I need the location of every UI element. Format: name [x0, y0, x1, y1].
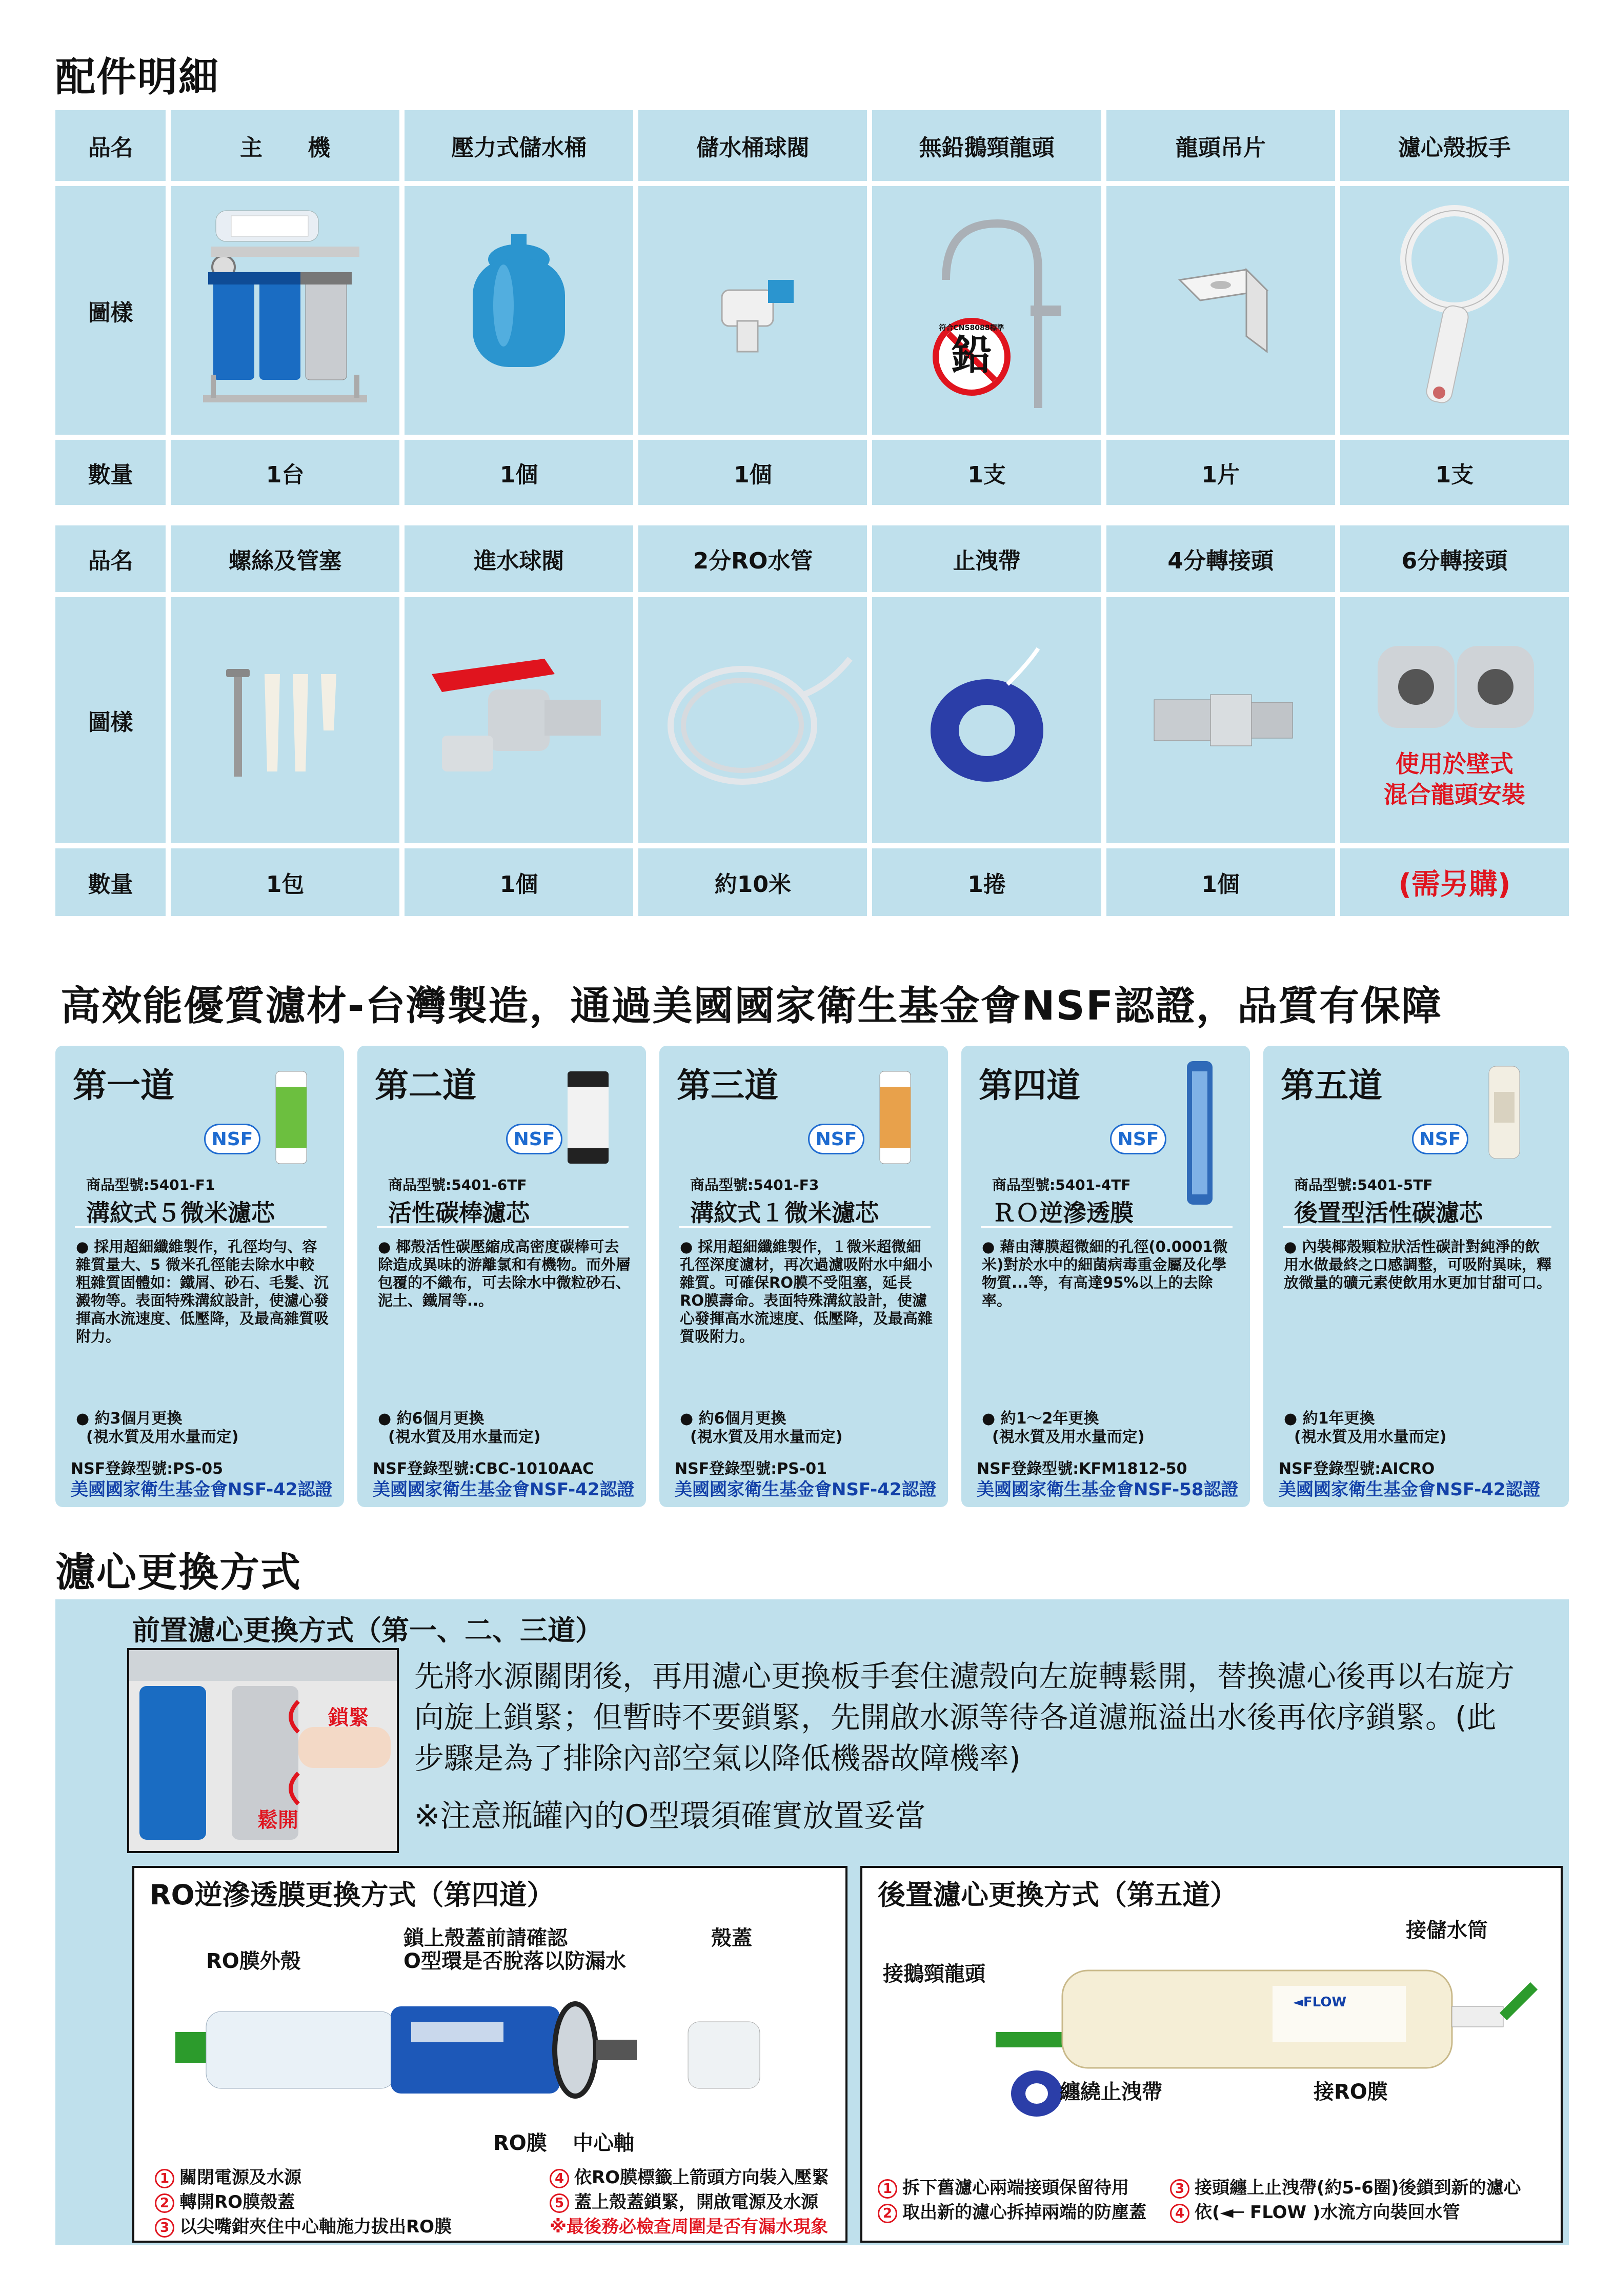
- nsf-registration: NSF登錄型號:PS-05: [71, 1460, 223, 1478]
- pre-filter-heading: 前置濾心更換方式（第一、二、三道）: [132, 1614, 603, 1647]
- filter-description: ● 內裝椰殼顆粒狀活性碳計對純淨的飲用水做最終之口感調整，可吸附異味，釋放微量的礦元素使飲用水更加甘甜可口。: [1284, 1238, 1553, 1292]
- row-label-name: 品名: [55, 110, 166, 181]
- filter-name: 活性碳棒濾芯: [388, 1199, 530, 1227]
- ro-membrane-icon: [1182, 1056, 1218, 1210]
- ro-replacement-box: [132, 1866, 847, 2243]
- ro-check-label: 鎖上殼蓋前請確認: [403, 1926, 568, 1950]
- ro-tube-icon: [638, 597, 867, 843]
- pressure-tank-icon: [405, 186, 633, 435]
- ro-steps-left: 1 關閉電源及水源 2 轉開RO膜殼蓋 3 以尖嘴鉗夾住中心軸施力拔出RO膜: [155, 2165, 452, 2239]
- o-ring-note: ※注意瓶罐內的O型環須確實放置妥當: [414, 1798, 926, 1834]
- filter-description: ● 採用超細纖維製作，１微米超微細孔徑深度濾材，再次過濾吸附水中細小雜質。可確保RO膜不受阻塞，延長RO膜壽命。表面特殊溝紋設計，使濾心發揮高水流速度、低壓降，及最高雜質吸附力。: [680, 1238, 933, 1346]
- pre-filter-photo: [127, 1648, 399, 1853]
- replace-interval: ● 約6個月更換 (視水質及用水量而定): [680, 1410, 842, 1447]
- divider: [377, 1226, 629, 1228]
- accessories-title: 配件明細: [55, 54, 220, 100]
- item-name: 6分轉接頭: [1340, 525, 1569, 592]
- nsf-registration: NSF登錄型號:CBC-1010AAC: [373, 1460, 594, 1478]
- divider: [679, 1226, 931, 1228]
- nsf-badge: NSF: [808, 1124, 864, 1154]
- post-filter-box: [860, 1866, 1563, 2243]
- model-number: 商品型號:5401-6TF: [388, 1176, 527, 1193]
- faucet-label: 接鵝頸龍頭: [883, 1962, 985, 1986]
- post-steps-right: 3 接頭纏上止洩帶(約5-6圈)後鎖到新的濾心 4 依(◄─ FLOW )水流方向裝回水管: [1170, 2176, 1521, 2225]
- gooseneck-faucet-icon: [872, 186, 1101, 435]
- filter-cartridge-icon: [271, 1066, 312, 1169]
- inlet-ball-valve-icon: [405, 597, 633, 843]
- filter-cartridge-icon: [562, 1066, 614, 1169]
- stage-label: 第四道: [979, 1066, 1080, 1105]
- ro-cap-label: 殼蓋: [711, 1926, 752, 1950]
- post-heading: 後置濾心更換方式（第五道）: [878, 1879, 1238, 1911]
- row-label-qty: 數量: [55, 440, 166, 505]
- post-steps-left: 1 拆下舊濾心兩端接頭保留待用 2 取出新的濾心拆掉兩端的防塵蓋: [878, 2176, 1146, 2225]
- filter-card: [961, 1046, 1250, 1507]
- nsf-badge: NSF: [204, 1124, 260, 1154]
- stage-label: 第二道: [375, 1066, 476, 1105]
- divider: [1283, 1226, 1551, 1228]
- faucet-bracket-icon: [1106, 186, 1335, 435]
- tape-label: 纏繞止洩帶: [1060, 2080, 1162, 2104]
- item-qty: 1包: [171, 848, 399, 916]
- housing-wrench-icon: [1340, 186, 1569, 435]
- item-name: 進水球閥: [405, 525, 633, 592]
- ro-membrane-diagram: [165, 1981, 816, 2109]
- item-name: 止洩帶: [872, 525, 1101, 592]
- replace-interval: ● 約1～2年更換 (視水質及用水量而定): [982, 1410, 1144, 1447]
- replace-interval: ● 約3個月更換 (視水質及用水量而定): [76, 1410, 238, 1447]
- ro-machine-icon: [171, 186, 399, 435]
- nsf-certification: 美國國家衛生基金會NSF-42認證: [1279, 1479, 1541, 1500]
- item-name: 無鉛鵝頸龍頭: [872, 110, 1101, 181]
- item-name: 壓力式儲水桶: [405, 110, 633, 181]
- item-name: 龍頭吊片: [1106, 110, 1335, 181]
- item-qty: 1個: [1106, 848, 1335, 916]
- lead-free-stamp: 鉛: [951, 331, 992, 379]
- item-qty: (需另購): [1340, 848, 1569, 916]
- model-number: 商品型號:5401-4TF: [992, 1176, 1131, 1193]
- item-name: 螺絲及管塞: [171, 525, 399, 592]
- nsf-badge: NSF: [1110, 1124, 1166, 1154]
- item-name: 儲水桶球閥: [638, 110, 867, 181]
- item-qty: 1片: [1106, 440, 1335, 505]
- tighten-label: 鎖緊: [328, 1706, 369, 1730]
- accessories-table-2: [55, 525, 1569, 916]
- divider: [981, 1226, 1233, 1228]
- filter-cartridge-icon: [875, 1066, 916, 1169]
- center-axis-label: 中心軸: [573, 2131, 634, 2155]
- ro-check-label-2: O型環是否脫落以防漏水: [403, 1949, 627, 1973]
- cns-stamp: 符合CNS8088標準: [939, 323, 1004, 332]
- ro-heading: RO逆滲透膜更換方式（第四道）: [150, 1879, 555, 1911]
- nsf-badge: NSF: [1412, 1124, 1468, 1154]
- filter-card: [659, 1046, 948, 1507]
- replacement-panel: [55, 1599, 1569, 2245]
- filter-description: ● 椰殼活性碳壓縮成高密度碳棒可去除造成異味的游離氯和有機物。而外層包覆的不織布，可去除水中微粒砂石、泥土、鐵屑等..。: [378, 1238, 631, 1310]
- inline-filter-icon: [1484, 1061, 1525, 1164]
- adapter-6-icon: [1367, 631, 1542, 743]
- stage-label: 第一道: [73, 1066, 174, 1105]
- ptfe-tape-icon: [872, 597, 1101, 843]
- row-label-image: 圖樣: [55, 597, 166, 843]
- model-number: 商品型號:5401-F3: [690, 1176, 819, 1193]
- stage-label: 第五道: [1281, 1066, 1382, 1105]
- item-qty: 1支: [872, 440, 1101, 505]
- row-label-qty: 數量: [55, 848, 166, 916]
- adapter-4-icon: [1106, 597, 1335, 843]
- tank-label: 接儲水筒: [1406, 1919, 1488, 1942]
- flow-arrow-text: ◄FLOW: [1293, 1995, 1347, 2010]
- ro-housing-label: RO膜外殼: [206, 1949, 301, 1973]
- accessories-table-1: [55, 110, 1569, 505]
- ro-connect-label: 接RO膜: [1314, 2080, 1388, 2104]
- item-qty: 1個: [405, 440, 633, 505]
- tank-ball-valve-icon: [638, 186, 867, 435]
- item-name: 2分RO水管: [638, 525, 867, 592]
- replace-interval: ● 約1年更換 (視水質及用水量而定): [1284, 1410, 1446, 1447]
- row-label-name: 品名: [55, 525, 166, 592]
- filter-name: 溝紋式１微米濾芯: [690, 1199, 879, 1227]
- nsf-registration: NSF登錄型號:KFM1812-50: [977, 1460, 1187, 1478]
- replacement-title: 濾心更換方式: [55, 1550, 302, 1596]
- filter-name: ＲＯ逆滲透膜: [992, 1199, 1134, 1227]
- nsf-certification: 美國國家衛生基金會NSF-42認證: [373, 1479, 635, 1500]
- nsf-registration: NSF登錄型號:AICRO: [1279, 1460, 1435, 1478]
- nsf-certification: 美國國家衛生基金會NSF-42認證: [71, 1479, 333, 1500]
- item-qty: 1台: [171, 440, 399, 505]
- filter-card: [55, 1046, 344, 1507]
- adapter-6-cell: [1340, 597, 1569, 843]
- stage-label: 第三道: [677, 1066, 778, 1105]
- item-qty: 1個: [405, 848, 633, 916]
- model-number: 商品型號:5401-5TF: [1294, 1176, 1433, 1193]
- divider: [75, 1226, 327, 1228]
- item-name: 4分轉接頭: [1106, 525, 1335, 592]
- filter-card: [357, 1046, 646, 1507]
- adapter-note-1: 使用於壁式: [1395, 750, 1513, 778]
- nsf-registration: NSF登錄型號:PS-01: [675, 1460, 827, 1478]
- filter-media-title: 高效能優質濾材-台灣製造，通過美國國家衛生基金會NSF認證，品質有保障: [60, 983, 1443, 1029]
- item-qty: 1支: [1340, 440, 1569, 505]
- item-qty: 約10米: [638, 848, 867, 916]
- screws-plugs-icon: [171, 597, 399, 843]
- filter-description: ● 採用超細纖維製作，孔徑均勻、容雜質量大、5 微米孔徑能去除水中較粗雜質固體如：鐵屑、砂石、毛髮、沉澱物等。表面特殊溝紋設計，使濾心發揮高水流速度、低壓降，及最高雜質吸附力。: [76, 1238, 329, 1346]
- item-qty: 1捲: [872, 848, 1101, 916]
- nsf-certification: 美國國家衛生基金會NSF-58認證: [977, 1479, 1239, 1500]
- filter-name: 溝紋式５微米濾芯: [86, 1199, 275, 1227]
- adapter-note-2: 混合龍頭安裝: [1383, 781, 1525, 808]
- replace-interval: ● 約6個月更換 (視水質及用水量而定): [378, 1410, 540, 1447]
- row-label-image: 圖樣: [55, 186, 166, 435]
- item-name: 濾心殼扳手: [1340, 110, 1569, 181]
- filter-description: ● 藉由薄膜超微細的孔徑(0.0001微米)對於水中的細菌病毒重金屬及化學物質...等，有高達95%以上的去除率。: [982, 1238, 1235, 1310]
- nsf-certification: 美國國家衛生基金會NSF-42認證: [675, 1479, 937, 1500]
- ro-membrane-label: RO膜: [493, 2131, 547, 2155]
- item-qty: 1個: [638, 440, 867, 505]
- model-number: 商品型號:5401-F1: [86, 1176, 215, 1193]
- nsf-badge: NSF: [506, 1124, 562, 1154]
- filter-name: 後置型活性碳濾芯: [1294, 1199, 1483, 1227]
- ro-steps-right: 4 依RO膜標籤上箭頭方向裝入壓緊 5 蓋上殼蓋鎖緊，開啟電源及水源 ※最後務必檢查周圍是否有漏水現象: [550, 2167, 830, 2237]
- pre-filter-instructions: 先將水源關閉後，再用濾心更換板手套住濾殼向左旋轉鬆開，替換濾心後再以右旋方向旋上鎖緊；但暫時不要鎖緊，先開啟水源等待各道濾瓶溢出水後再依序鎖緊。(此步驟是為了排除內部空氣以降低機器故障機率): [414, 1659, 1515, 1776]
- item-name: 主 機: [171, 110, 399, 181]
- filter-card: [1263, 1046, 1569, 1507]
- loosen-label: 鬆開: [257, 1809, 298, 1832]
